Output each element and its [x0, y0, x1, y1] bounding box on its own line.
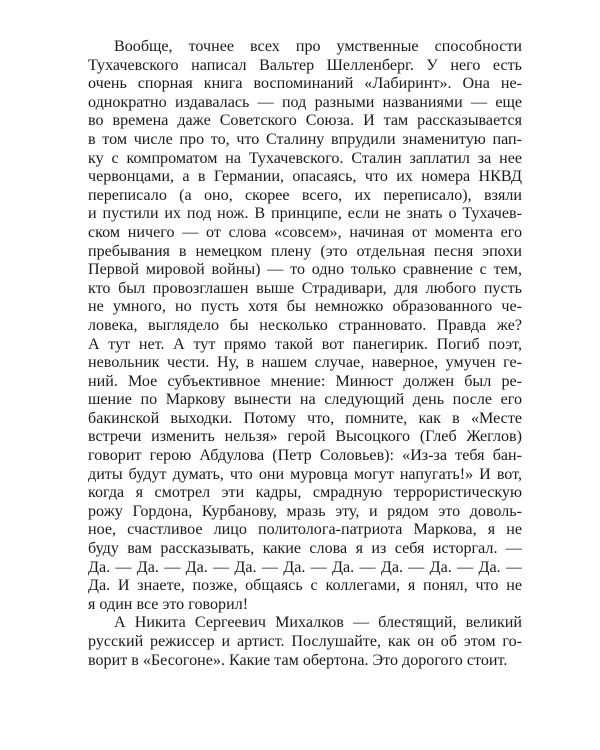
text-line: ное, счастливое лицо политолога-патриота Маркова, я не: [88, 521, 522, 539]
text-line: встречи изменить нельзя» герой Высоцкого (Глеб Жеглов): [88, 428, 522, 446]
text-line: ний. Мое субъективное мнение: Минюст должен был ре-: [88, 372, 522, 390]
text-line: Вообще, точнее всех про умственные способности: [114, 38, 522, 55]
paragraph-1: [88, 38, 522, 614]
text-line: диты будут думать, что они муровца могут напугать!» И вот,: [88, 465, 522, 483]
text-line: в том числе про то, что Сталину впрудили знаменитую пап-: [88, 130, 522, 148]
text-line: ском ничего — от слова «совсем», начиная от момента его: [88, 223, 522, 241]
text-line: русский режиссер и артист. Послушайте, как он об этом го-: [88, 633, 522, 650]
text-line: ловека, выглядело бы несколько странновато. Правда же?: [88, 316, 522, 334]
text-line: Первой мировой войны) — то одно только сравнение с тем,: [88, 261, 522, 279]
book-page: [88, 38, 522, 670]
paragraph-2: [88, 614, 522, 670]
text-line: во времена даже Советского Союза. И там рассказывается: [88, 112, 522, 130]
text-line: переписало (а оно, скорее всего, их переписало), взяли: [88, 186, 522, 204]
text-line: рожу Гордона, Курбанову, мразь эту, и рядом это доволь-: [88, 502, 522, 520]
text-line: Тухачевского написал Вальтер Шелленберг. У него есть: [88, 56, 522, 74]
text-line: не умного, но пусть хотя бы немножко образованного че-: [88, 298, 522, 316]
text-line: невольник чести. Ну, в нашем случае, наверное, умучен ге-: [88, 354, 522, 372]
text-line: и пустили их под нож. В принципе, если не знать о Тухачев-: [88, 205, 522, 223]
text-line: Да. И знаете, позже, общаясь с коллегами, я понял, что не: [88, 577, 522, 595]
text-line: А тут нет. А тут прямо такой вот панегирик. Погиб поэт,: [88, 335, 522, 353]
text-line: очень спорная книга воспоминаний «Лабиринт». Она не-: [88, 75, 522, 93]
text-line: когда я смотрел эти кадры, смрадную террористическую: [88, 484, 522, 502]
text-line: я один все это говорил!: [88, 595, 249, 613]
text-line: говорит герою Абдулова (Петр Соловьев): «Из-за тебя бан-: [88, 447, 522, 465]
text-line: бакинской выходки. Потому что, помните, как в «Месте: [88, 409, 522, 427]
text-line: пребывания в немецком плену (это отдельная песня эпохи: [88, 242, 522, 260]
text-line: буду вам рассказывать, какие слова я из себя исторгал. —: [88, 540, 522, 558]
text-line: ворит в «Бесогоне». Какие там обертона. Это дорогого стоит.: [88, 651, 508, 669]
text-line: червонцами, а в Германии, опасаясь, что их номера НКВД: [88, 168, 522, 186]
text-line: ку с компроматом на Тухачевского. Сталин заплатил за нее: [88, 149, 522, 167]
text-line: однократно издавалась — под разными названиями — еще: [88, 93, 522, 111]
text-line: шение по Маркову вынести на следующий день после его: [88, 391, 522, 409]
text-line: кто был провозглашен выше Страдивари, для любого пусть: [88, 279, 522, 297]
text-line: Да. — Да. — Да. — Да. — Да. — Да. — Да. — Да. — Да. —: [88, 558, 522, 576]
text-line: А Никита Сергеевич Михалков — блестящий, великий: [114, 614, 522, 632]
